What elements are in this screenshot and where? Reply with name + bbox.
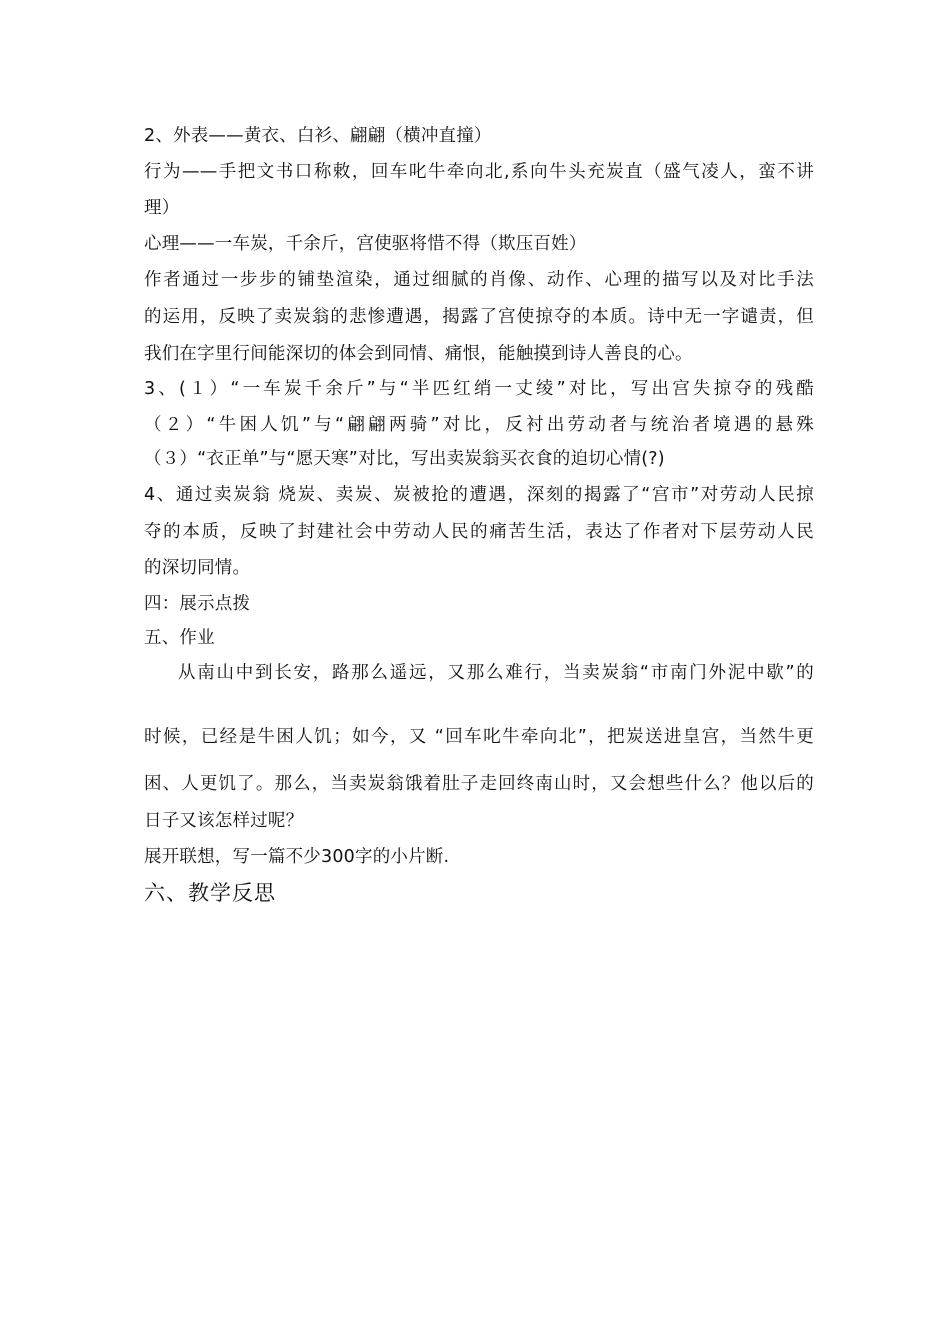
paragraph-line-contrast-3: （３）“衣正单”与“愿天寒”对比，写出卖炭翁买衣食的迫切心情(?) xyxy=(144,449,665,469)
paragraph-line-behavior-cont: 理） xyxy=(144,198,180,218)
section-heading-homework: 五、作业 xyxy=(144,628,215,648)
paragraph-line-summary-3: 的深切同情。 xyxy=(144,558,251,578)
paragraph-line-homework-3: 困、人更饥了。那么，当卖炭翁饿着肚子走回终南山时，又会想些什么？他以后的 xyxy=(144,774,814,794)
paragraph-line-homework-4: 日子又该怎样过呢？ xyxy=(144,811,304,831)
paragraph-line-psychology: 心理——一车炭，千余斤，宫使驱将惜不得（欺压百姓） xyxy=(144,234,587,254)
paragraph-line-contrast-1: 3、(１）“一车炭千余斤”与“半匹红绡一丈绫”对比，写出宫失掠夺的残酷 xyxy=(144,379,814,399)
paragraph-line-homework-1: 从南山中到长安，路那么遥远，又那么难行，当卖炭翁“市南门外泥中歇”的 xyxy=(178,663,814,683)
paragraph-line-analysis-1: 作者通过一步步的铺垫渲染，通过细腻的肖像、动作、心理的描写以及对比手法 xyxy=(144,270,814,290)
paragraph-line-appearance: 2、外表——黄衣、白衫、翩翩（横冲直撞） xyxy=(144,126,492,146)
paragraph-line-summary-1: 4、通过卖炭翁 烧炭、卖炭、炭被抢的遭遇，深刻的揭露了“宫市”对劳动人民掠 xyxy=(144,485,814,505)
paragraph-line-analysis-3: 我们在字里行间能深切的体会到同情、痛恨，能触摸到诗人善良的心。 xyxy=(144,344,693,364)
paragraph-line-behavior: 行为——手把文书口称敕，回车叱牛牵向北,系向牛头充炭直（盛气凌人，蛮不讲 xyxy=(144,162,814,182)
section-heading-display: 四：展示点拨 xyxy=(144,594,251,614)
paragraph-line-homework-2: 时候，已经是牛困人饥；如今，又 “回车叱牛牵向北”，把炭送进皇宫，当然牛更 xyxy=(144,727,814,747)
paragraph-line-contrast-2: （２）“牛困人饥”与“翩翩两骑”对比，反衬出劳动者与统治者境遇的悬殊 xyxy=(144,415,814,435)
paragraph-line-analysis-2: 的运用，反映了卖炭翁的悲惨遭遇，揭露了宫使掠夺的本质。诗中无一字谴责，但 xyxy=(144,307,814,327)
paragraph-line-homework-5: 展开联想，写一篇不少300字的小片断. xyxy=(144,847,450,867)
section-heading-reflection: 六、教学反思 xyxy=(144,881,276,905)
paragraph-line-summary-2: 夺的本质，反映了封建社会中劳动人民的痛苦生活，表达了作者对下层劳动人民 xyxy=(144,522,814,542)
